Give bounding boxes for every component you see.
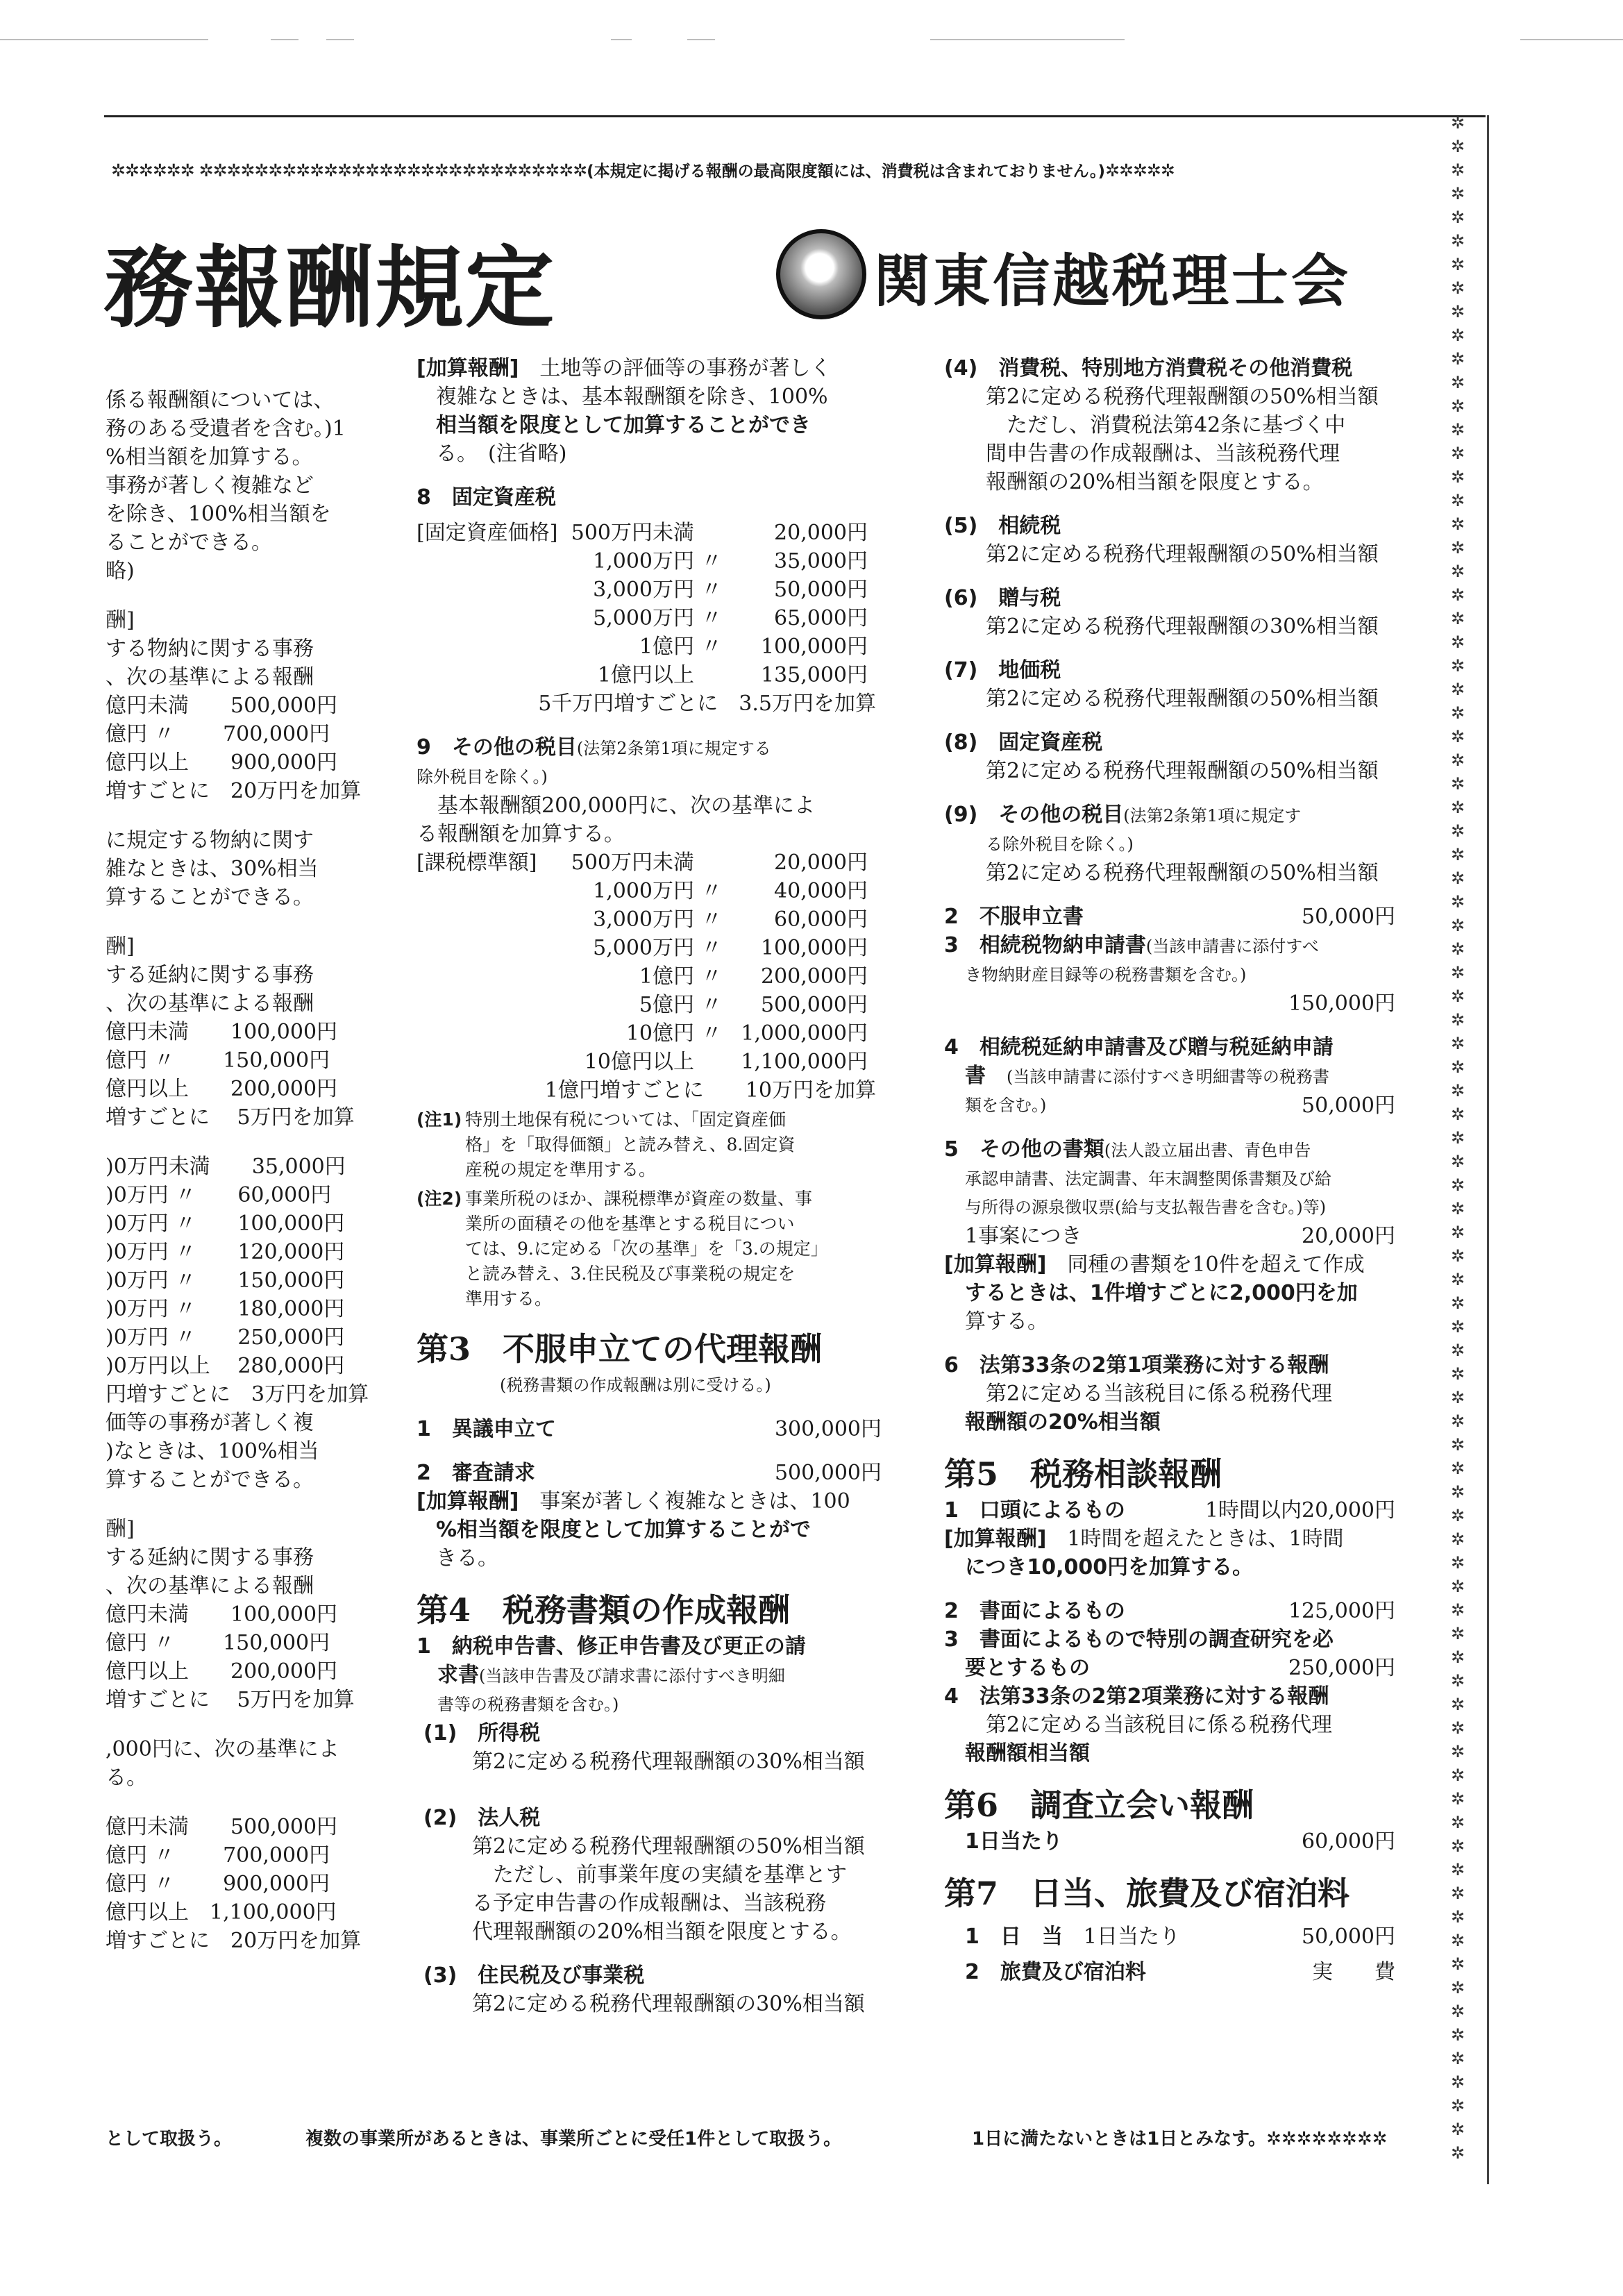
fee-item: 4 相続税延納申請書及び贈与税延納申請 (944, 1035, 1334, 1059)
text-line: %相当額を限度として加算することがで (436, 1518, 812, 1542)
col1-text-line: する物納に関する事務 (106, 637, 314, 661)
col1-text-line: 億円以上 900,000円 (106, 751, 338, 775)
col1-text-line: 価等の事務が著しく複 (106, 1411, 314, 1435)
col1-text-line: %相当額を加算する。 (106, 445, 313, 469)
scan-line (1520, 39, 1623, 40)
text-line: きる。 (436, 1546, 498, 1570)
table-cell: 〃 (701, 606, 722, 630)
fee-item: 2 書面によるもの (944, 1599, 1125, 1623)
text-line: 産税の規定を準用する。 (465, 1159, 657, 1180)
text-line: 準用する。 (465, 1289, 553, 1309)
item-8-table (562, 519, 875, 689)
fee-value: 実 費 (1312, 1960, 1395, 1984)
sub-item-title: (9) その他の税目 (944, 803, 1124, 827)
fee-value: 50,000円 (1302, 905, 1395, 929)
table-cell: 〃 (701, 578, 722, 602)
fee-unit: 1日当たり (1083, 1925, 1180, 1949)
text-line: 第2に定める税務代理報酬額の50%相当額 (986, 385, 1379, 409)
section-3-item: 2 審査請求 (417, 1461, 535, 1485)
organization-seal-icon (776, 229, 866, 319)
text-line: 複雑なときは、基本報酬額を除き、100% (436, 385, 828, 409)
fee-item: 4 法第33条の2第2項業務に対する報酬 (944, 1684, 1329, 1709)
col1-text-line: 円増すごとに 3万円を加算 (106, 1382, 369, 1407)
table-cell: 〃 (701, 993, 722, 1017)
col1-text-line: ,000円に、次の基準によ (106, 1737, 339, 1761)
text-line: 事案が著しく複雑なときは、100 (539, 1489, 850, 1514)
text-line: 第2に定める当該税目に係る税務代理 (986, 1382, 1333, 1406)
col1-text-line: 増すごとに 5万円を加算 (106, 1105, 355, 1130)
text-line: ては、9.に定める「次の基準」を「3.の規定」 (465, 1239, 828, 1259)
item-9-table (562, 848, 875, 1076)
fee-value: 1時間以内20,000円 (1204, 1498, 1395, 1523)
column-1 (106, 386, 369, 1955)
item-9-note: 除外税目を除く。) (417, 767, 548, 787)
text-line: る報酬額を加算する。 (417, 822, 625, 846)
fee-item: 1 口頭によるもの (944, 1498, 1125, 1523)
table-cell: 〃 (701, 964, 722, 989)
col1-text-line: )0万円以上 280,000円 (106, 1354, 345, 1378)
section-3-item: 1 異議申立て (417, 1417, 556, 1441)
page-title: 務報酬規定 (104, 236, 556, 340)
fee-value: 500,000円 (774, 1461, 882, 1485)
table-cell: 65,000円 (774, 606, 868, 630)
table-row (562, 632, 875, 661)
item-8-add: 5千万円増すごとに 3.5万円を加算 (538, 692, 876, 716)
header-star-row (111, 158, 1527, 182)
fee-item: 2 旅費及び宿泊料 (965, 1960, 1146, 1984)
col1-text-line: 増すごとに 5万円を加算 (106, 1688, 355, 1712)
text-line: 格」を「取得価額」と読み替え、8.固定資 (465, 1134, 796, 1155)
table-row (562, 519, 875, 547)
table-row (562, 576, 875, 604)
table-cell: 500万円未満 (571, 850, 694, 875)
table-row (562, 604, 875, 632)
text-line: 基本報酬額200,000円に、次の基準によ (437, 794, 816, 818)
text-line: る予定申告書の作成報酬は、当該税務 (472, 1891, 826, 1916)
table-cell: 1億円以上 (597, 663, 694, 687)
section-4-item: 1 納税申告書、修正申告書及び更正の請 (417, 1634, 806, 1659)
footer-right (972, 2125, 1387, 2150)
table-cell: 135,000円 (760, 663, 868, 687)
fee-value: 50,000円 (1302, 1925, 1395, 1949)
section-4-item: 求書 (437, 1663, 479, 1687)
text-line: 相当額を限度として加算することができ (436, 413, 811, 437)
fee-value: 250,000円 (1288, 1656, 1395, 1680)
table-cell: 35,000円 (774, 549, 868, 573)
frame-right-border (1487, 115, 1489, 2184)
col1-text-line: 増すごとに 20万円を加算 (106, 779, 362, 803)
table-cell (694, 661, 729, 689)
item-note: 承認申請書、法定調書、年末調整関係書類及び給 (965, 1169, 1331, 1189)
fee-item: 書 (965, 1064, 986, 1088)
fee-item: 3 書面によるもので特別の調査研究を必 (944, 1627, 1334, 1652)
col1-text-line: 億円未満 100,000円 (106, 1020, 338, 1044)
section-7-title: 第7 日当、旅費及び宿泊料 (944, 1875, 1350, 1912)
fee-value: 150,000円 (1288, 991, 1395, 1016)
table-cell: 5,000万円 (593, 936, 694, 960)
table-cell: 40,000円 (774, 879, 868, 903)
kasan-label: [加算報酬] (944, 1252, 1047, 1277)
col1-text-line: する延納に関する事務 (106, 1545, 314, 1570)
text-line: 第2に定める税務代理報酬額の30%相当額 (986, 614, 1379, 639)
table-cell (694, 848, 729, 877)
col1-text-line: )0万円未満 35,000円 (106, 1155, 346, 1179)
col1-text-line: 億円未満 500,000円 (106, 694, 338, 718)
table-cell: 〃 (701, 879, 722, 903)
text-line: ただし、前事業年度の実績を基準とす (493, 1863, 847, 1887)
footer-left: として取扱う。 (106, 2129, 233, 2150)
col1-text-line: 事務が著しく複雑など (106, 474, 314, 498)
table-cell: 1,000万円 (593, 549, 694, 573)
text-line: 算する。 (965, 1309, 1048, 1334)
sub-item-title: (7) 地価税 (944, 658, 1061, 682)
table-cell: 1,000万円 (593, 879, 694, 903)
fee-item: 5 その他の書類 (944, 1137, 1104, 1162)
text-line: 第2に定める税務代理報酬額の50%相当額 (986, 542, 1379, 567)
sub-item-title: (3) 住民税及び事業税 (423, 1963, 645, 1988)
text-line: 第2に定める税務代理報酬額の30%相当額 (472, 1992, 865, 2016)
item-note: 与所得の源泉徴収票(給与支払報告書を含む。)等) (965, 1198, 1327, 1217)
item-note: る除外税目を除く。) (986, 835, 1134, 854)
text-line: る。 (注省略) (436, 442, 567, 466)
section-6-title: 第6 調査立会い報酬 (944, 1786, 1254, 1824)
scan-line (271, 39, 298, 40)
text-line: 第2に定める税務代理報酬額の50%相当額 (986, 687, 1379, 711)
col1-text-line: 、次の基準による報酬 (106, 991, 314, 1016)
section-4-title: 第4 税務書類の作成報酬 (417, 1591, 791, 1629)
col1-text-line: )0万円 〃 100,000円 (106, 1212, 345, 1236)
sub-item-title: (5) 相続税 (944, 514, 1061, 538)
scan-line (326, 39, 354, 40)
item-note: き物納財産目録等の税務書類を含む。) (965, 965, 1247, 984)
text-line: 第2に定める税務代理報酬額の50%相当額 (472, 1834, 865, 1859)
col1-text-line: 算することができる。 (106, 1468, 314, 1492)
table-row (562, 848, 875, 877)
table-row (562, 905, 875, 934)
tax-note: (本規定に掲げる報酬の最高限度額には、消費税は含まれておりません。) (587, 162, 1106, 181)
col1-text-line: 係る報酬額については、 (106, 388, 335, 412)
col1-text-line: 酬] (106, 608, 135, 632)
table-cell: 〃 (701, 549, 722, 573)
organization-name: 関東信越税理士会 (873, 248, 1352, 315)
col1-text-line: に規定する物納に関す (106, 828, 314, 853)
right-star-column: ✲✲✲✲✲✲✲✲✲✲✲✲✲✲✲✲✲✲✲✲✲✲✲✲✲✲✲✲✲✲✲✲✲✲✲✲✲✲✲✲✲✲✲✲✲✲✲✲✲✲✲✲✲✲✲✲✲✲✲✲✲✲✲✲✲✲✲✲✲✲✲✲✲✲✲✲✲✲✲✲✲✲✲✲✲✲✲ (1450, 113, 1465, 2163)
fee-value: 300,000円 (774, 1417, 882, 1441)
col1-text-line: を除き、100%相当額を (106, 502, 331, 526)
fee-value: 60,000円 (1302, 1829, 1395, 1854)
col1-text-line: 、次の基準による報酬 (106, 1574, 314, 1598)
table-cell: 500万円未満 (571, 521, 694, 545)
col1-text-line: )0万円 〃 60,000円 (106, 1183, 332, 1207)
fee-value: 20,000円 (1302, 1224, 1395, 1248)
item-9-add: 1億円増すごとに 10万円を加算 (544, 1078, 876, 1103)
col1-text-line: )0万円 〃 150,000円 (106, 1268, 345, 1293)
table-cell: 50,000円 (774, 578, 868, 602)
text-line: するときは、1件増すごとに2,000円を加 (965, 1281, 1358, 1305)
col1-text-line: 億円以上 200,000円 (106, 1659, 338, 1684)
col1-text-line: ることができる。 (106, 530, 272, 555)
fee-value: 125,000円 (1288, 1599, 1395, 1623)
sub-item-title: (4) 消費税、特別地方消費税その他消費税 (944, 356, 1353, 380)
table-cell: 1,100,000円 (741, 1050, 868, 1074)
text-line: 報酬額相当額 (965, 1741, 1090, 1766)
fee-item: 1日当たり (965, 1829, 1063, 1854)
col1-text-line: 億円未満 100,000円 (106, 1602, 338, 1627)
table-cell: 〃 (701, 936, 722, 960)
item-note: (当該申請書に添付すべき明細書等の税務書 (1007, 1067, 1329, 1087)
table-cell: 〃 (701, 1021, 722, 1046)
col1-text-line: 雑なときは、30%相当 (106, 857, 319, 881)
fee-item: 要とするもの (965, 1656, 1090, 1680)
text-line: 業所の面積その他を基準とする税目につい (465, 1214, 795, 1234)
col1-text-line: 酬] (106, 935, 135, 959)
scan-line (0, 39, 208, 40)
text-line: 同種の書類を10件を超えて作成 (1067, 1252, 1365, 1277)
col1-text-line: 億円以上 1,100,000円 (106, 1900, 337, 1925)
col1-text-line: 億円 〃 700,000円 (106, 722, 330, 746)
star-ornament: ✲✲✲✲✲✲✲✲ (1266, 2129, 1388, 2150)
fee-unit: 1事案につき (965, 1224, 1082, 1248)
item-note: 類を含む。) (965, 1096, 1047, 1115)
table-cell: 20,000円 (774, 850, 868, 875)
sub-item-title: (1) 所得税 (423, 1721, 541, 1745)
text-line: 事業所税のほか、課税標準が資産の数量、事 (465, 1189, 813, 1209)
item-9-note: (法第2条第1項に規定する (576, 739, 771, 758)
col1-text-line: )なときは、100%相当 (106, 1439, 319, 1464)
table-cell: 〃 (701, 635, 722, 659)
text-line: 報酬額の20%相当額を限度とする。 (986, 470, 1324, 494)
sub-item-title: (2) 法人税 (423, 1806, 541, 1830)
fee-item: 6 法第33条の2第1項業務に対する報酬 (944, 1353, 1329, 1377)
text-line: 第2に定める税務代理報酬額の50%相当額 (986, 861, 1379, 885)
table-cell: 100,000円 (760, 936, 868, 960)
table-cell: 3,000万円 (593, 578, 694, 602)
text-line: 第2に定める当該税目に係る税務代理 (986, 1713, 1333, 1737)
item-8-title: 8 固定資産税 (417, 485, 556, 510)
table-cell (694, 519, 729, 547)
table-row (562, 1048, 875, 1076)
col1-text-line: )0万円 〃 120,000円 (106, 1240, 345, 1264)
table-cell: 500,000円 (760, 993, 868, 1017)
col1-text-line: )0万円 〃 250,000円 (106, 1325, 345, 1350)
text-line: 代理報酬額の20%相当額を限度とする。 (472, 1920, 852, 1944)
col1-text-line: 億円 〃 700,000円 (106, 1843, 330, 1868)
scan-line (930, 39, 1125, 40)
col1-text-line: 億円 〃 150,000円 (106, 1048, 330, 1073)
table-cell: 10億円 (625, 1021, 694, 1046)
text-line: 報酬額の20%相当額 (965, 1410, 1161, 1434)
text-line: 間申告書の作成報酬は、当該税務代理 (986, 442, 1340, 466)
text-line: ただし、消費税法第42条に基づく中 (1007, 413, 1346, 437)
star-ornament: ✲✲✲✲✲✲ ✲✲✲✲✲✲✲✲✲✲✲✲✲✲✲✲✲✲✲✲✲✲✲✲✲✲✲✲ (111, 160, 587, 181)
table-cell: 60,000円 (774, 907, 868, 932)
table-row (562, 661, 875, 689)
fee-value: 50,000円 (1302, 1093, 1395, 1118)
col1-text-line: する延納に関する事務 (106, 963, 314, 987)
table-cell: 20,000円 (774, 521, 868, 545)
frame-top-border (104, 115, 1486, 117)
text-line: 土地等の評価等の事務が著しく (539, 356, 832, 380)
col1-text-line: 億円以上 200,000円 (106, 1077, 338, 1101)
note-label: (注1) (417, 1109, 462, 1130)
section-3-title: 第3 不服申立ての代理報酬 (417, 1330, 823, 1368)
text-line: と読み替え、3.住民税及び事業税の規定を (465, 1264, 796, 1284)
item-note: 書等の税務書類を含む。) (437, 1695, 619, 1714)
text-line: 特別土地保有税については、「固定資産価 (465, 1109, 787, 1130)
table-row (562, 1019, 875, 1048)
table-row (562, 877, 875, 905)
col1-text-line: る。 (106, 1766, 147, 1790)
table-cell: 200,000円 (760, 964, 868, 989)
col1-text-line: 億円 〃 900,000円 (106, 1872, 330, 1896)
col1-text-line: )0万円 〃 180,000円 (106, 1297, 345, 1321)
fee-item: 1 日 当 (965, 1925, 1063, 1949)
table-row (562, 991, 875, 1019)
col1-text-line: 増すごとに 20万円を加算 (106, 1929, 362, 1953)
col1-text-line: 略) (106, 559, 135, 583)
footer-middle: 複数の事業所があるときは、事業所ごとに受任1件として取扱う。 (305, 2129, 842, 2150)
fee-item: 3 相続税物納申請書 (944, 933, 1146, 957)
item-9-label: [課税標準額] (417, 850, 537, 875)
column-3 (944, 354, 1395, 1986)
kasan-label: [加算報酬] (944, 1527, 1047, 1551)
kasan-label: [加算報酬] (417, 356, 519, 380)
table-cell: 〃 (701, 907, 722, 932)
col1-text-line: 務のある受遺者を含む。)1 (106, 417, 346, 441)
col1-text-line: 億円未満 500,000円 (106, 1815, 338, 1839)
star-ornament: ✲✲✲✲✲ (1105, 160, 1175, 181)
table-cell: 5,000万円 (593, 606, 694, 630)
item-note: (当該申告書及び請求書に添付すべき明細 (479, 1666, 785, 1686)
item-note: (法人設立届出書、青色申告 (1104, 1141, 1311, 1160)
table-cell: 3,000万円 (593, 907, 694, 932)
col1-text-line: 、次の基準による報酬 (106, 665, 314, 689)
text-line: 第2に定める税務代理報酬額の30%相当額 (472, 1750, 865, 1774)
col1-text-line: 酬] (106, 1517, 135, 1541)
table-cell: 10億円以上 (584, 1050, 694, 1074)
table-row (562, 934, 875, 962)
footer-right-text: 1日に満たないときは1日とみなす。 (972, 2129, 1267, 2150)
note-label: (注2) (417, 1189, 462, 1209)
kasan-label: [加算報酬] (417, 1489, 519, 1514)
col1-text-line: 億円 〃 150,000円 (106, 1631, 330, 1655)
item-note: (法第2条第1項に規定す (1123, 806, 1302, 826)
table-row (562, 547, 875, 576)
sub-item-title: (8) 固定資産税 (944, 730, 1103, 755)
text-line: につき10,000円を加算する。 (965, 1555, 1254, 1579)
section-5-title: 第5 税務相談報酬 (944, 1455, 1222, 1493)
table-cell: 1億円 (639, 964, 694, 989)
column-2 (417, 354, 882, 2018)
table-cell: 1,000,000円 (741, 1021, 868, 1046)
section-3-note: (税務書類の作成報酬は別に受ける。) (500, 1375, 771, 1395)
item-8-label: [固定資産価格] (417, 521, 558, 545)
item-9-title: 9 その他の税目 (417, 735, 577, 760)
text-line: 第2に定める税務代理報酬額の50%相当額 (986, 759, 1379, 783)
table-row (562, 962, 875, 991)
table-cell: 5億円 (639, 993, 694, 1017)
item-note: (当該申請書に添付すべ (1145, 937, 1319, 956)
sub-item-title: (6) 贈与税 (944, 586, 1061, 610)
col1-text-line: 算することができる。 (106, 885, 314, 910)
scan-line (611, 39, 632, 40)
text-line: 1時間を超えたときは、1時間 (1067, 1527, 1344, 1551)
fee-item: 2 不服申立書 (944, 905, 1084, 929)
table-cell: 100,000円 (760, 635, 868, 659)
scan-line (687, 39, 715, 40)
table-cell (694, 1048, 729, 1076)
table-cell: 1億円 (639, 635, 694, 659)
